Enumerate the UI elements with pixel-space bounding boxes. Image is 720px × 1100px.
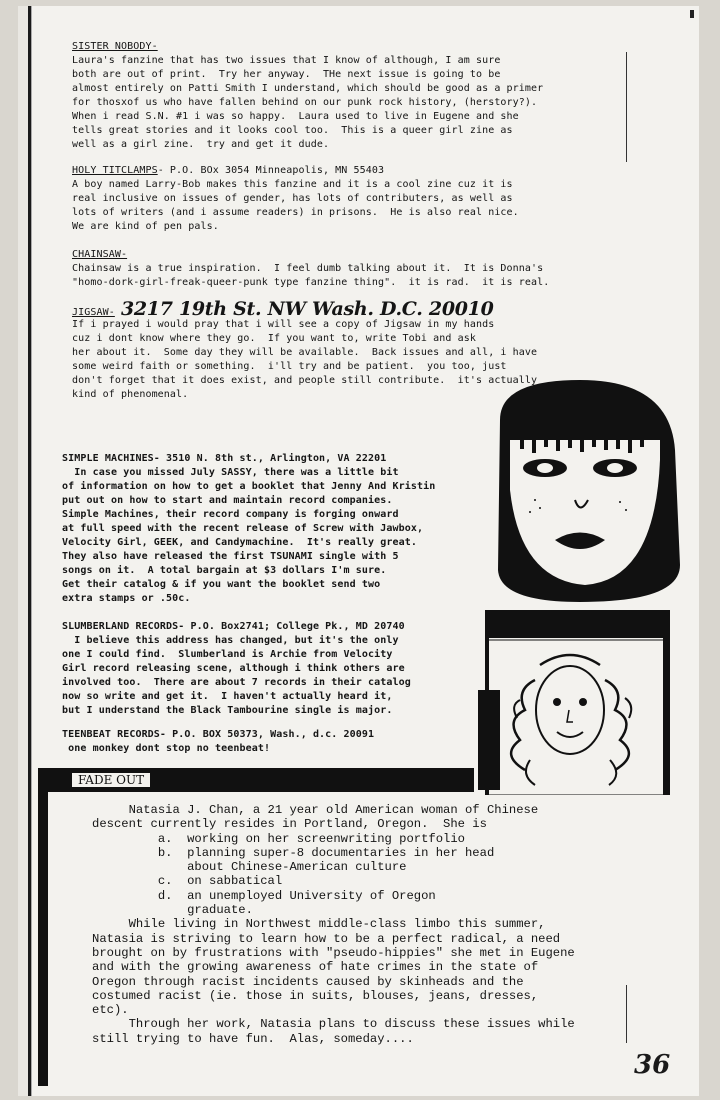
text-line: Velocity Girl, GEEK, and Candymachine. It's really great. xyxy=(62,537,417,548)
text-line: extra stamps or .50c. xyxy=(62,593,191,604)
text-line: but I understand the Black Tambourine single is major. xyxy=(62,705,393,716)
text-line: cuz i dont know where they go. If you want to, write Tobi and ask xyxy=(72,333,476,344)
section-body xyxy=(72,54,543,152)
text-line: costumed racist (ie. those in suits, blouses, jeans, dresses, xyxy=(92,988,539,1003)
section-heading: SISTER NOBODY- xyxy=(72,41,158,52)
margin-line xyxy=(626,985,627,1043)
section-body xyxy=(72,262,549,290)
text-line: d. an unemployed University of Oregon xyxy=(92,888,436,903)
text-line: Through her work, Natasia plans to discuss these issues while xyxy=(92,1017,575,1032)
section-teenbeat xyxy=(62,728,374,756)
text-line: real inclusive on issues of gender, has lots of contributers, as well as xyxy=(72,193,513,204)
text-line: her about it. Some day they will be available. Back issues and all, i have xyxy=(72,347,538,358)
section-body xyxy=(62,466,482,606)
text-line: We are kind of pen pals. xyxy=(72,221,219,232)
section-body xyxy=(72,318,537,402)
section-body xyxy=(62,742,374,756)
section-holy-titclamps xyxy=(72,164,519,234)
section-slumberland xyxy=(62,620,482,718)
text-line: In case you missed July SASSY, there was a little bit xyxy=(62,467,399,478)
text-line: Laura's fanzine that has two issues that I know of although, I am sure xyxy=(72,55,501,66)
text-line: Girl record releasing scene, although i think others are xyxy=(62,663,405,674)
text-line: descent currently resides in Portland, Oregon. She is xyxy=(92,817,487,832)
text-line: Natasia J. Chan, a 21 year old American woman of Chinese xyxy=(92,803,539,817)
section-heading: JIGSAW- xyxy=(72,307,115,318)
text-line: songs on it. A total bargain at $3 dollars I'm sure. xyxy=(62,565,387,576)
bob-haircut-face-illustration xyxy=(480,380,685,605)
section-heading: TEENBEAT RECORDS- P.O. BOX 50373, Wash., d.c. 20091 xyxy=(62,729,375,740)
text-line: both are out of print. Try her anyway. THe next issue is going to be xyxy=(72,69,501,80)
section-body xyxy=(72,178,519,234)
text-line: one I could find. Slumberland is Archie from Velocity xyxy=(62,649,393,660)
text-line: one monkey dont stop no teenbeat! xyxy=(62,743,271,754)
text-line: Chainsaw is a true inspiration. I feel dumb talking about it. It is Donna's xyxy=(72,263,544,274)
text-line: about Chinese-American culture xyxy=(92,860,407,875)
fade-out-left-border xyxy=(38,768,48,1086)
text-line: Get their catalog & if you want the booklet send two xyxy=(62,579,381,590)
text-line: put out on how to start and maintain record companies. xyxy=(62,495,393,506)
text-line: I believe this address has changed, but it's the only xyxy=(62,635,399,646)
text-line: graduate. xyxy=(92,903,253,918)
text-line: etc). xyxy=(92,1003,129,1018)
text-line: at full speed with the recent release of Screw with Jawbox, xyxy=(62,523,424,534)
page-number: 36 xyxy=(634,1050,671,1080)
text-line: When i read S.N. #1 i was so happy. Laura used to live in Eugene and she xyxy=(72,111,519,122)
text-line: Natasia is striving to learn how to be a perfect radical, a need xyxy=(92,931,561,946)
text-line: If i prayed i would pray that i will see a copy of Jigsaw in my hands xyxy=(72,319,495,330)
text-line: "homo-dork-girl-freak-queer-punk type fanzine thing". it is rad. it is real. xyxy=(72,277,550,288)
text-line: tells great stories and it looks cool too. This is a queer girl zine as xyxy=(72,125,513,136)
text-line: Oregon through racist incidents caused by skinheads and the xyxy=(92,974,524,989)
text-line: a. working on her screenwriting portfolio xyxy=(92,831,465,846)
text-line: They also have released the first TSUNAMI single with 5 xyxy=(62,551,399,562)
text-line: now so write and get it. I haven't actually heard it, xyxy=(62,691,393,702)
section-simple-machines xyxy=(62,452,482,606)
text-line: of information on how to get a booklet that Jenny And Kristin xyxy=(62,481,436,492)
section-chainsaw xyxy=(72,248,549,290)
text-line: still trying to have fun. Alas, someday.... xyxy=(92,1031,414,1046)
section-sister-nobody xyxy=(72,40,543,152)
text-line: Simple Machines, their record company is forging onward xyxy=(62,509,399,520)
text-line: c. on sabbatical xyxy=(92,874,283,889)
section-body xyxy=(62,634,482,718)
text-line: lots of writers (and i assume readers) in prisons. He is also real nice. xyxy=(72,207,519,218)
text-line: brought on by frustrations with "pseudo-hippies" she met in Eugene xyxy=(92,945,575,960)
section-address: - P.O. BOx 3054 Minneapolis, MN 55403 xyxy=(157,165,385,176)
margin-line xyxy=(626,52,627,162)
page-edge-mark xyxy=(690,10,694,18)
section-heading: HOLY TITCLAMPS xyxy=(72,165,158,176)
section-heading: SIMPLE MACHINES- 3510 N. 8th st., Arlington, VA 22201 xyxy=(62,453,387,464)
fade-out-label: FADE OUT xyxy=(72,773,150,787)
text-line: kind of phenomenal. xyxy=(72,389,189,400)
text-line: don't forget that it does exist, and people still contribute. it's actually xyxy=(72,375,538,386)
text-line: A boy named Larry-Bob makes this fanzine and it is a cool zine cuz it is xyxy=(72,179,513,190)
text-line: well as a girl zine. try and get it dude. xyxy=(72,139,330,150)
curly-hair-face-illustration xyxy=(485,610,670,795)
text-line: and with the growing awareness of hate crimes in the state of xyxy=(92,960,539,975)
fade-out-body xyxy=(92,803,575,1046)
text-line: While living in Northwest middle-class limbo this summer, xyxy=(92,917,546,932)
text-line: some weird faith or something. i'll try and be patient. you too, just xyxy=(72,361,507,372)
section-jigsaw xyxy=(72,298,538,402)
text-line: b. planning super-8 documentaries in her head xyxy=(92,845,495,860)
text-line: for thosxof us who have fallen behind on our punk rock history, (herstory?). xyxy=(72,97,538,108)
text-line: almost entirely on Patti Smith I understand, which should be good as a primer xyxy=(72,83,544,94)
section-heading: CHAINSAW- xyxy=(72,249,128,260)
section-heading: SLUMBERLAND RECORDS- P.O. Box2741; College Pk., MD 20740 xyxy=(62,621,405,632)
text-line: involved too. There are about 7 records in their catalog xyxy=(62,677,411,688)
handwritten-address: 3217 19th St. NW Wash. D.C. 20010 xyxy=(120,298,494,320)
